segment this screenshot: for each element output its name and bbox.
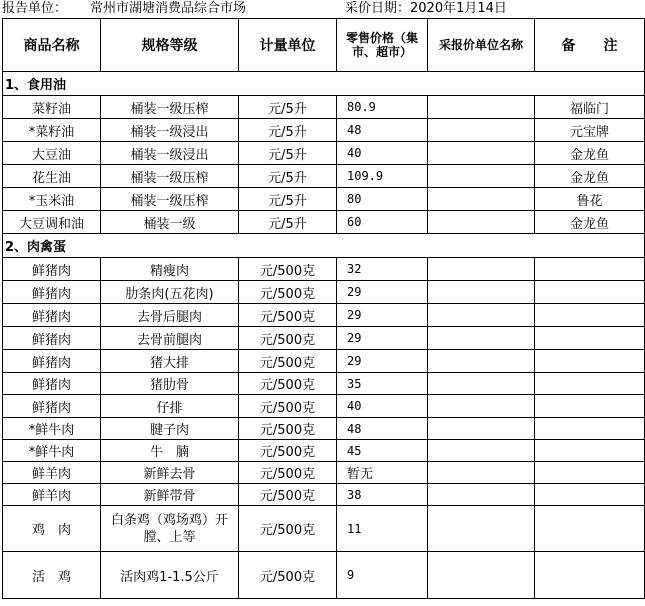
- table-row: [3, 327, 645, 350]
- table-row: [3, 462, 645, 484]
- spec-cell: 肋条肉(五花肉): [101, 281, 239, 304]
- price-cell: 109.9: [337, 165, 428, 188]
- product-name-cell: 鲜羊肉: [3, 462, 101, 484]
- table-row: [3, 506, 645, 552]
- unit-cell: 元/5升: [239, 142, 337, 165]
- product-name-cell: 鲜猪肉: [3, 373, 101, 395]
- reporter-cell: [428, 350, 535, 373]
- section-blank-cell: [337, 234, 428, 258]
- note-cell: [535, 395, 645, 418]
- note-cell: [535, 350, 645, 373]
- spec-cell: 白条鸡（鸡场鸡）开膛、上等: [101, 506, 239, 552]
- table-row: [3, 304, 645, 327]
- unit-cell: 元/500克: [239, 258, 337, 281]
- spec-cell: 仔排: [101, 395, 239, 418]
- spec-cell: 桶装一级压榨: [101, 96, 239, 119]
- section-row: [3, 234, 645, 258]
- section-blank-cell: [535, 72, 645, 96]
- col-header-reporter: 采报价单位名称: [428, 19, 535, 72]
- reporter-cell: [428, 165, 535, 188]
- price-cell: 40: [337, 142, 428, 165]
- report-unit-name: 常州市湖塘消费品综合市场: [90, 1, 247, 16]
- note-cell: 金龙鱼: [535, 165, 645, 188]
- product-name-cell: 菜籽油: [3, 96, 101, 119]
- table-row: [3, 165, 645, 188]
- col-header-price: 零售价格（集市、超市）: [337, 19, 428, 72]
- col-header-note: 备 注: [535, 19, 645, 72]
- price-cell: 29: [337, 327, 428, 350]
- reporter-cell: [428, 188, 535, 211]
- section-blank-cell: [428, 234, 535, 258]
- note-cell: [535, 440, 645, 462]
- product-name-cell: 大豆调和油: [3, 211, 101, 234]
- price-cell: 48: [337, 119, 428, 142]
- unit-cell: 元/500克: [239, 327, 337, 350]
- unit-cell: 元/500克: [239, 418, 337, 440]
- unit-cell: 元/5升: [239, 119, 337, 142]
- product-name-cell: 活 鸡: [3, 552, 101, 599]
- reporter-cell: [428, 281, 535, 304]
- report-header: [0, 0, 645, 18]
- product-name-cell: 花生油: [3, 165, 101, 188]
- unit-cell: 元/5升: [239, 188, 337, 211]
- product-name-cell: *玉米油: [3, 188, 101, 211]
- reporter-cell: [428, 373, 535, 395]
- table-row: [3, 440, 645, 462]
- col-header-spec: 规格等级: [101, 19, 239, 72]
- col-header-name: 商品名称: [3, 19, 101, 72]
- unit-cell: 元/500克: [239, 552, 337, 599]
- product-name-cell: *菜籽油: [3, 119, 101, 142]
- spec-cell: 桶装一级浸出: [101, 142, 239, 165]
- report-unit-label: 报告单位：: [2, 1, 68, 16]
- spec-cell: 猪大排: [101, 350, 239, 373]
- reporter-cell: [428, 96, 535, 119]
- reporter-cell: [428, 440, 535, 462]
- col-header-unit: 计量单位: [239, 19, 337, 72]
- note-cell: 鲁花: [535, 188, 645, 211]
- note-cell: [535, 506, 645, 552]
- unit-cell: 元/5升: [239, 96, 337, 119]
- reporter-cell: [428, 258, 535, 281]
- note-cell: [535, 304, 645, 327]
- price-cell: 60: [337, 211, 428, 234]
- section-title: 2、肉禽蛋: [3, 234, 337, 258]
- note-cell: 元宝牌: [535, 119, 645, 142]
- product-name-cell: 鲜羊肉: [3, 484, 101, 506]
- spec-cell: 牛 腩: [101, 440, 239, 462]
- price-cell: 32: [337, 258, 428, 281]
- unit-cell: 元/500克: [239, 304, 337, 327]
- spec-cell: 新鲜去骨: [101, 462, 239, 484]
- note-cell: [535, 552, 645, 599]
- table-row: [3, 395, 645, 418]
- unit-cell: 元/5升: [239, 165, 337, 188]
- unit-cell: 元/500克: [239, 462, 337, 484]
- section-blank-cell: [535, 234, 645, 258]
- price-cell: 29: [337, 350, 428, 373]
- note-cell: [535, 418, 645, 440]
- product-name-cell: *鲜牛肉: [3, 440, 101, 462]
- reporter-cell: [428, 142, 535, 165]
- table-header-row: [3, 19, 645, 72]
- table-row: [3, 96, 645, 119]
- table-row: [3, 552, 645, 599]
- price-cell: 45: [337, 440, 428, 462]
- section-blank-cell: [428, 72, 535, 96]
- spec-cell: 桶装一级浸出: [101, 119, 239, 142]
- date-value: 2020年1月14日: [410, 1, 507, 16]
- table-row: [3, 258, 645, 281]
- product-name-cell: 鸡 肉: [3, 506, 101, 552]
- table-row: [3, 350, 645, 373]
- product-name-cell: 鲜猪肉: [3, 350, 101, 373]
- spec-cell: 桶装一级: [101, 211, 239, 234]
- note-cell: [535, 258, 645, 281]
- spec-cell: 精瘦肉: [101, 258, 239, 281]
- note-cell: 金龙鱼: [535, 211, 645, 234]
- price-cell: 暂无: [337, 462, 428, 484]
- table-row: [3, 211, 645, 234]
- note-cell: [535, 327, 645, 350]
- reporter-cell: [428, 506, 535, 552]
- note-cell: [535, 462, 645, 484]
- unit-cell: 元/500克: [239, 281, 337, 304]
- price-cell: 29: [337, 304, 428, 327]
- spec-cell: 活肉鸡1-1.5公斤: [101, 552, 239, 599]
- unit-cell: 元/5升: [239, 211, 337, 234]
- table-row: [3, 373, 645, 395]
- price-cell: 11: [337, 506, 428, 552]
- spec-cell: 桶装一级压榨: [101, 165, 239, 188]
- section-blank-cell: [337, 72, 428, 96]
- unit-cell: 元/500克: [239, 506, 337, 552]
- note-cell: 金龙鱼: [535, 142, 645, 165]
- reporter-cell: [428, 119, 535, 142]
- note-cell: [535, 281, 645, 304]
- table-row: [3, 142, 645, 165]
- unit-cell: 元/500克: [239, 350, 337, 373]
- table-row: [3, 281, 645, 304]
- product-name-cell: 大豆油: [3, 142, 101, 165]
- price-table: [2, 18, 645, 599]
- spec-cell: 猪肋骨: [101, 373, 239, 395]
- table-row: [3, 484, 645, 506]
- product-name-cell: 鲜猪肉: [3, 304, 101, 327]
- product-name-cell: 鲜猪肉: [3, 327, 101, 350]
- section-row: [3, 72, 645, 96]
- price-cell: 80: [337, 188, 428, 211]
- spec-cell: 去骨后腿肉: [101, 304, 239, 327]
- table-row: [3, 418, 645, 440]
- product-name-cell: 鲜猪肉: [3, 395, 101, 418]
- price-cell: 35: [337, 373, 428, 395]
- reporter-cell: [428, 552, 535, 599]
- spec-cell: 桶装一级压榨: [101, 188, 239, 211]
- note-cell: [535, 373, 645, 395]
- price-cell: 80.9: [337, 96, 428, 119]
- note-cell: [535, 484, 645, 506]
- price-cell: 38: [337, 484, 428, 506]
- unit-cell: 元/500克: [239, 373, 337, 395]
- reporter-cell: [428, 462, 535, 484]
- collection-date: [345, 0, 507, 18]
- unit-cell: 元/500克: [239, 395, 337, 418]
- price-cell: 48: [337, 418, 428, 440]
- spec-cell: 新鲜带骨: [101, 484, 239, 506]
- table-row: [3, 119, 645, 142]
- reporter-cell: [428, 211, 535, 234]
- reporter-cell: [428, 327, 535, 350]
- product-name-cell: 鲜猪肉: [3, 281, 101, 304]
- product-name-cell: 鲜猪肉: [3, 258, 101, 281]
- reporter-cell: [428, 484, 535, 506]
- table-row: [3, 188, 645, 211]
- price-cell: 9: [337, 552, 428, 599]
- reporter-cell: [428, 395, 535, 418]
- section-title: 1、食用油: [3, 72, 337, 96]
- price-cell: 29: [337, 281, 428, 304]
- spec-cell: 去骨前腿肉: [101, 327, 239, 350]
- spec-cell: 腱子肉: [101, 418, 239, 440]
- price-cell: 40: [337, 395, 428, 418]
- unit-cell: 元/500克: [239, 484, 337, 506]
- reporter-cell: [428, 304, 535, 327]
- product-name-cell: *鲜牛肉: [3, 418, 101, 440]
- note-cell: 福临门: [535, 96, 645, 119]
- reporter-cell: [428, 418, 535, 440]
- unit-cell: 元/500克: [239, 440, 337, 462]
- date-label: 采价日期：: [345, 1, 411, 16]
